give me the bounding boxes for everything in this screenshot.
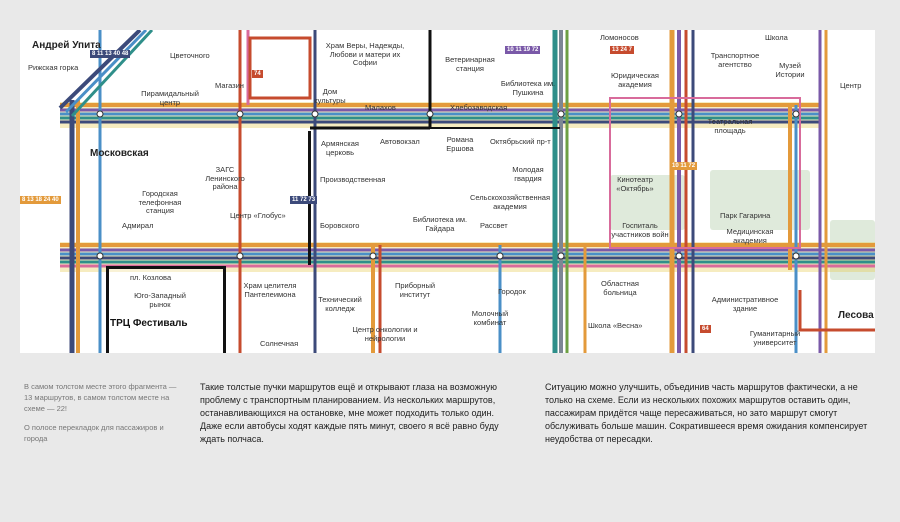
stop-label: Городок — [498, 287, 526, 296]
stop-label: Производственная — [320, 175, 386, 184]
stop-label: Боровского — [320, 221, 360, 230]
stop-label: Магазин — [215, 81, 244, 90]
stop-label: Сельскохозяйственная академия — [469, 193, 551, 211]
caption-line-2: О полосе перекладок для пассажиров и города — [24, 423, 164, 443]
stop-label: Романа Ершова — [446, 135, 474, 153]
stop-label: Лесова — [838, 310, 874, 321]
caption-line-1: В самом толстом месте этого фрагмента — 13 маршрутов, в самом толстом месте на схеме — 22! — [24, 382, 177, 413]
stop-label: Приборный институт — [394, 281, 436, 299]
stop-label: Молочный комбинат — [471, 309, 509, 327]
stop-label: Хлебозаводская — [450, 103, 508, 112]
stop-label: Библиотека им. Гайдара — [412, 215, 468, 233]
route-badge: 13 24 7 — [612, 47, 633, 53]
route-badge: 11 72 73 — [292, 197, 316, 203]
stop-label: Малахов — [365, 103, 396, 112]
map-caption — [24, 381, 184, 444]
stop-label: ЗАГС Ленинского района — [205, 165, 245, 191]
stop-label: Дом культуры — [314, 87, 346, 105]
stop-label: Библиотека им. Пушкина — [500, 79, 556, 97]
stop-label: Андрей Упита — [32, 40, 101, 51]
stop-label: Кинотеатр «Октябрь» — [616, 175, 654, 193]
body-paragraph-2: Ситуацию можно улучшить, объединив часть маршрутов фактически, а не только на схеме. Если из нескольких похожих маршрутов оставить один, пассажирам придётся чаще пересаживаться, но зато маршрут смогут обслуживать больше машин. Сократившееся время ожидания компенсирует неудобства от пересадки. — [545, 382, 868, 444]
stop-label: Пирамидальный центр — [141, 89, 199, 107]
stop-label: Городская телефонная станция — [138, 189, 182, 215]
stop-label: Центр — [840, 81, 862, 90]
transit-map — [20, 30, 875, 353]
stop-label: Храм Веры, Надежды, Любови и матери их Софии — [325, 41, 405, 67]
stop-label: Солнечная — [260, 339, 299, 348]
stop-label: Гуманитарный университет — [749, 329, 801, 347]
stop-label: Центр онкологии и нейрологии — [352, 325, 418, 343]
stop-label: Административное здание — [711, 295, 779, 313]
body-paragraph-1: Такие толстые пучки маршрутов ещё и открывают глаза на возможную проблему с транспортным планированием. Из нескольких маршрутов, останавливающихся на остановке, мне может подходить только один. Даже если автобусы ходят каждые пять минут, своего я всё равно буду ждать полчаса. — [200, 382, 499, 444]
stop-label: Театральная площадь — [707, 117, 753, 135]
route-badge: 64 — [702, 326, 709, 332]
route-badge: 10 11 19 72 — [507, 47, 539, 53]
route-badge: 10 11 72 — [672, 163, 696, 169]
stop-label: Транспортное агентство — [710, 51, 760, 69]
stop-label: пл. Козлова — [130, 273, 172, 282]
stop-label: Областная больница — [601, 279, 639, 297]
stop-label: Школа «Весна» — [588, 321, 643, 330]
stop-label-trc: ТРЦ Фестиваль — [110, 318, 188, 329]
stop-label: Центр «Глобус» — [230, 211, 286, 220]
stop-label: Медицинская академия — [726, 227, 774, 245]
stop-label: Храм целителя Пантелеимона — [243, 281, 297, 299]
route-badge: 8 13 18 24 40 — [22, 197, 59, 203]
route-badge: 8 11 13 40 48 — [92, 51, 129, 57]
stop-label: Рассвет — [480, 221, 508, 230]
stop-label: Адмирал — [122, 221, 154, 230]
stop-label: Музей Истории — [775, 61, 805, 79]
route-badge: 74 — [254, 71, 261, 77]
stop-label: Цветочного — [170, 51, 210, 60]
stop-label: Армянская церковь — [321, 139, 359, 157]
stop-label: Ветеринарная станция — [445, 55, 495, 73]
stop-label: Октябрьский пр-т — [490, 137, 551, 146]
stop-label: Технический колледж — [318, 295, 362, 313]
stop-label: Госпиталь участников войн — [611, 221, 669, 239]
stop-label: Московская — [90, 148, 149, 159]
stop-label: Рижская горка — [28, 63, 79, 72]
stop-label: Парк Гагарина — [720, 211, 771, 220]
stop-label: Молодая гвардия — [512, 165, 544, 183]
stop-label: Школа — [765, 33, 788, 42]
stop-label: Юридическая академия — [610, 71, 659, 89]
stop-label: Автовокзал — [380, 137, 420, 146]
stop-label: Ломоносов — [600, 33, 639, 42]
stop-label: Юго-Западный рынок — [134, 291, 186, 309]
